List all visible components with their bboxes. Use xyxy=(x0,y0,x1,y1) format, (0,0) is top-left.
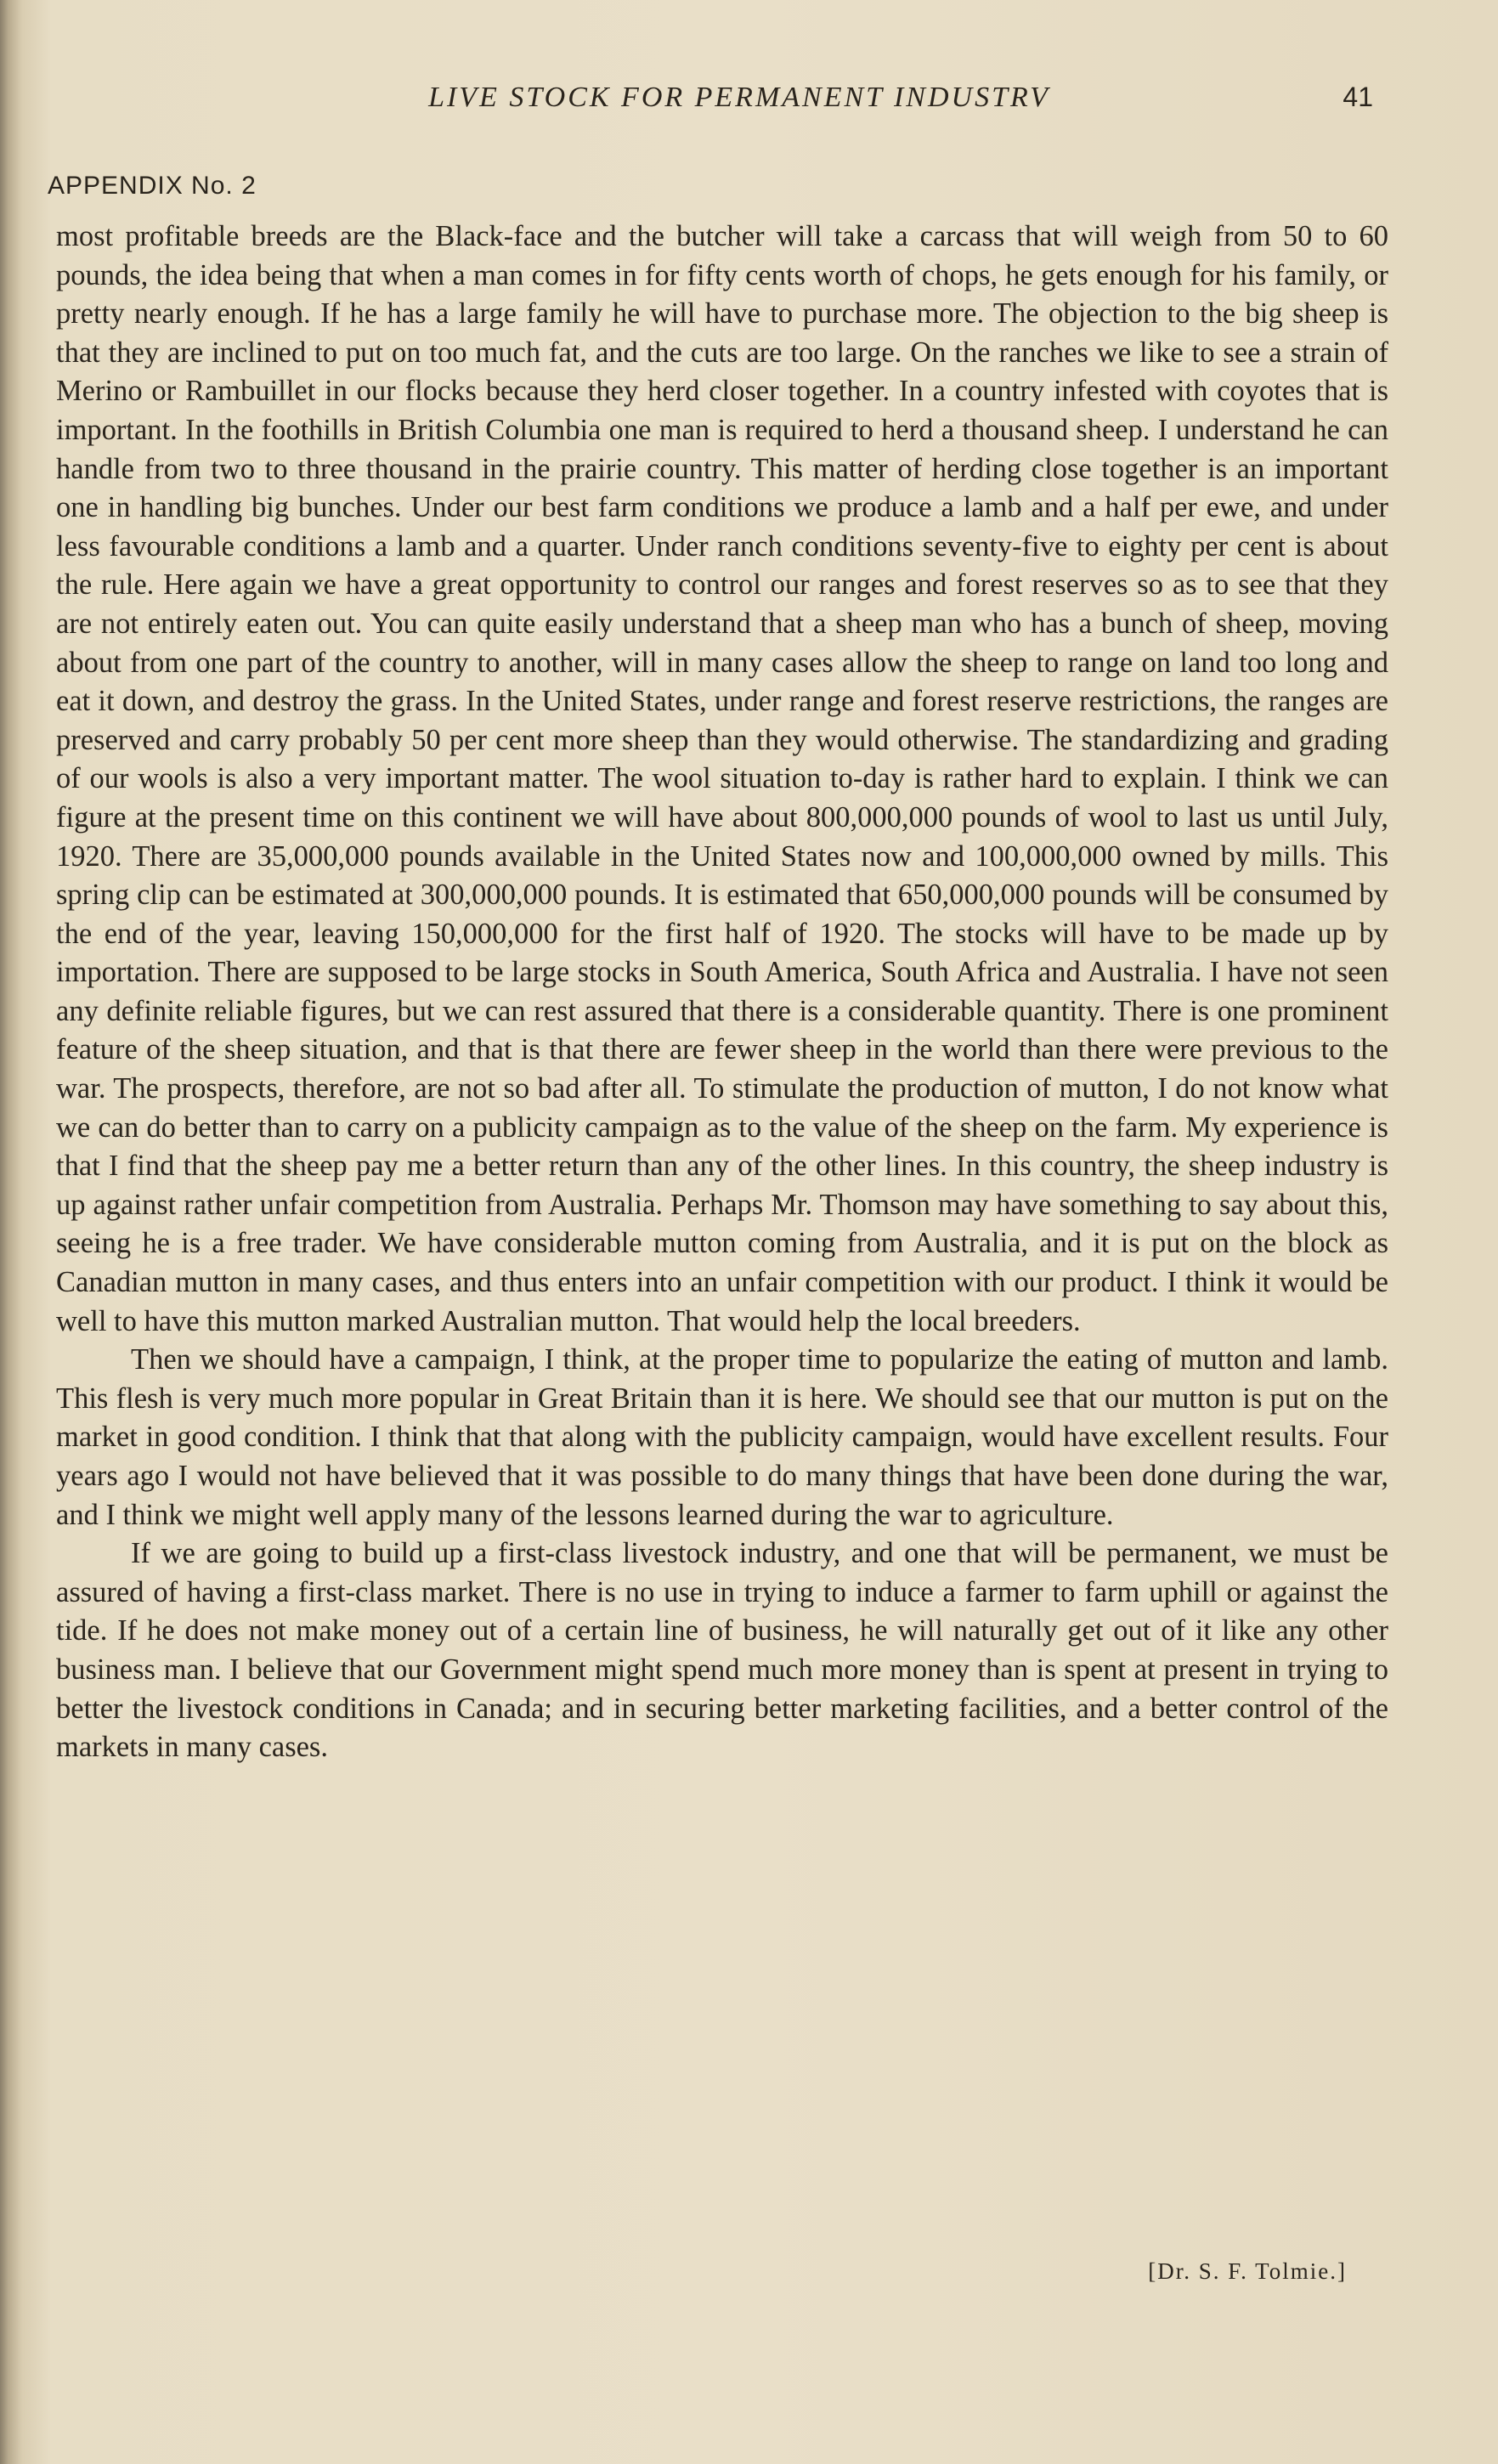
page-number: 41 xyxy=(1343,82,1373,112)
paragraph-1: most profitable breeds are the Black-face and the butcher will take a carcass that will weigh from 50 to 60 pounds, the idea being that when a man comes in for fifty cents worth of chops, he gets enough for his family, or pretty nearly enough. If he has a large family he will have to purchase more. The objection to the big sheep is that they are inclined to put on too much fat, and the cuts are too large. On the ranches we like to see a strain of Merino or Rambuillet in our flocks because they herd closer together. In a country infested with coyotes that is important. In the foothills in British Columbia one man is required to herd a thousand sheep. I understand he can handle from two to three thousand in the prairie country. This matter of herding close together is an important one in handling big bunches. Under our best farm conditions we produce a lamb and a half per ewe, and under less favourable conditions a lamb and a quarter. Under ranch conditions seventy-five to eighty per cent is about the rule. Here again we have a great opportunity to control our ranges and forest reserves so as to see that they are not entirely eaten out. You can quite easily understand that a sheep man who has a bunch of sheep, moving about from one part of the country to another, will in many cases allow the sheep to range on land too long and eat it down, and destroy the grass. In the United States, under range and forest reserve restrictions, the ranges are preserved and carry probably 50 per cent more sheep than they would otherwise. The standardizing and grading of our wools is also a very important matter. The wool situation to-day is rather hard to explain. I think we can figure at the present time on this continent we will have about 800,000,000 pounds of wool to last us until July, 1920. There are 35,000,000 pounds available in the United States now and 100,000,000 owned by mills. This spring clip can be estimated at 300,000,000 pounds. It is estimated that 650,000,000 pounds will be consumed by the end of the year, leaving 150,000,000 for the first half of 1920. The stocks will have to be made up by importation. There are supposed to be large stocks in South America, South Africa and Australia. I have not seen any definite reliable figures, but we can rest assured that there is a considerable quantity. There is one prominent feature of the sheep situation, and that is that there are fewer sheep in the world than there were previous to the war. The prospects, therefore, are not so bad after all. To stimulate the production of mutton, I do not know what we can do better than to carry on a publicity campaign as to the value of the sheep on the farm. My experience is that I find that the sheep pay me a better return than any of the other lines. In this country, the sheep industry is up against rather unfair competition from Australia. Perhaps Mr. Thomson may have something to say about this, seeing he is a free trader. We have considerable mutton coming from Australia, and it is put on the block as Canadian mutton in many cases, and thus enters into an unfair competition with our product. I think it would be well to have this mutton marked Australian mutton. That would help the local breeders. xyxy=(56,220,1388,1337)
paragraph-2: Then we should have a campaign, I think, at the proper time to popularize the eating of mutton and lamb. This flesh is very much more popular in Great Britain than it is here. We should see that our mutton is put on the market in good condition. I think that that along with the publicity campaign, would have excellent results. Four years ago I would not have believed that it was possible to do many things that have been done during the war, and I think we might well apply many of the lessons learned during the war to agriculture. xyxy=(56,1343,1388,1531)
page-header xyxy=(51,82,1410,133)
speaker-attribution: [Dr. S. F. Tolmie.] xyxy=(1148,2258,1347,2284)
running-title: LIVE STOCK FOR PERMANENT INDUSTRV xyxy=(428,82,1050,113)
body-text xyxy=(56,218,1388,1767)
appendix-label: APPENDIX No. 2 xyxy=(48,172,257,200)
paragraph-3: If we are going to build up a first-class livestock industry, and one that will be permanent, we must be assured of having a first-class market. There is no use in trying to induce a farmer to farm uphill or against the tide. If he does not make money out of a certain line of business, he will naturally get out of it like any other business man. I believe that our Government might spend much more money than is spent at present in trying to better the livestock conditions in Canada; and in securing better marketing facilities, and a better control of the markets in many cases. xyxy=(56,1537,1388,1764)
